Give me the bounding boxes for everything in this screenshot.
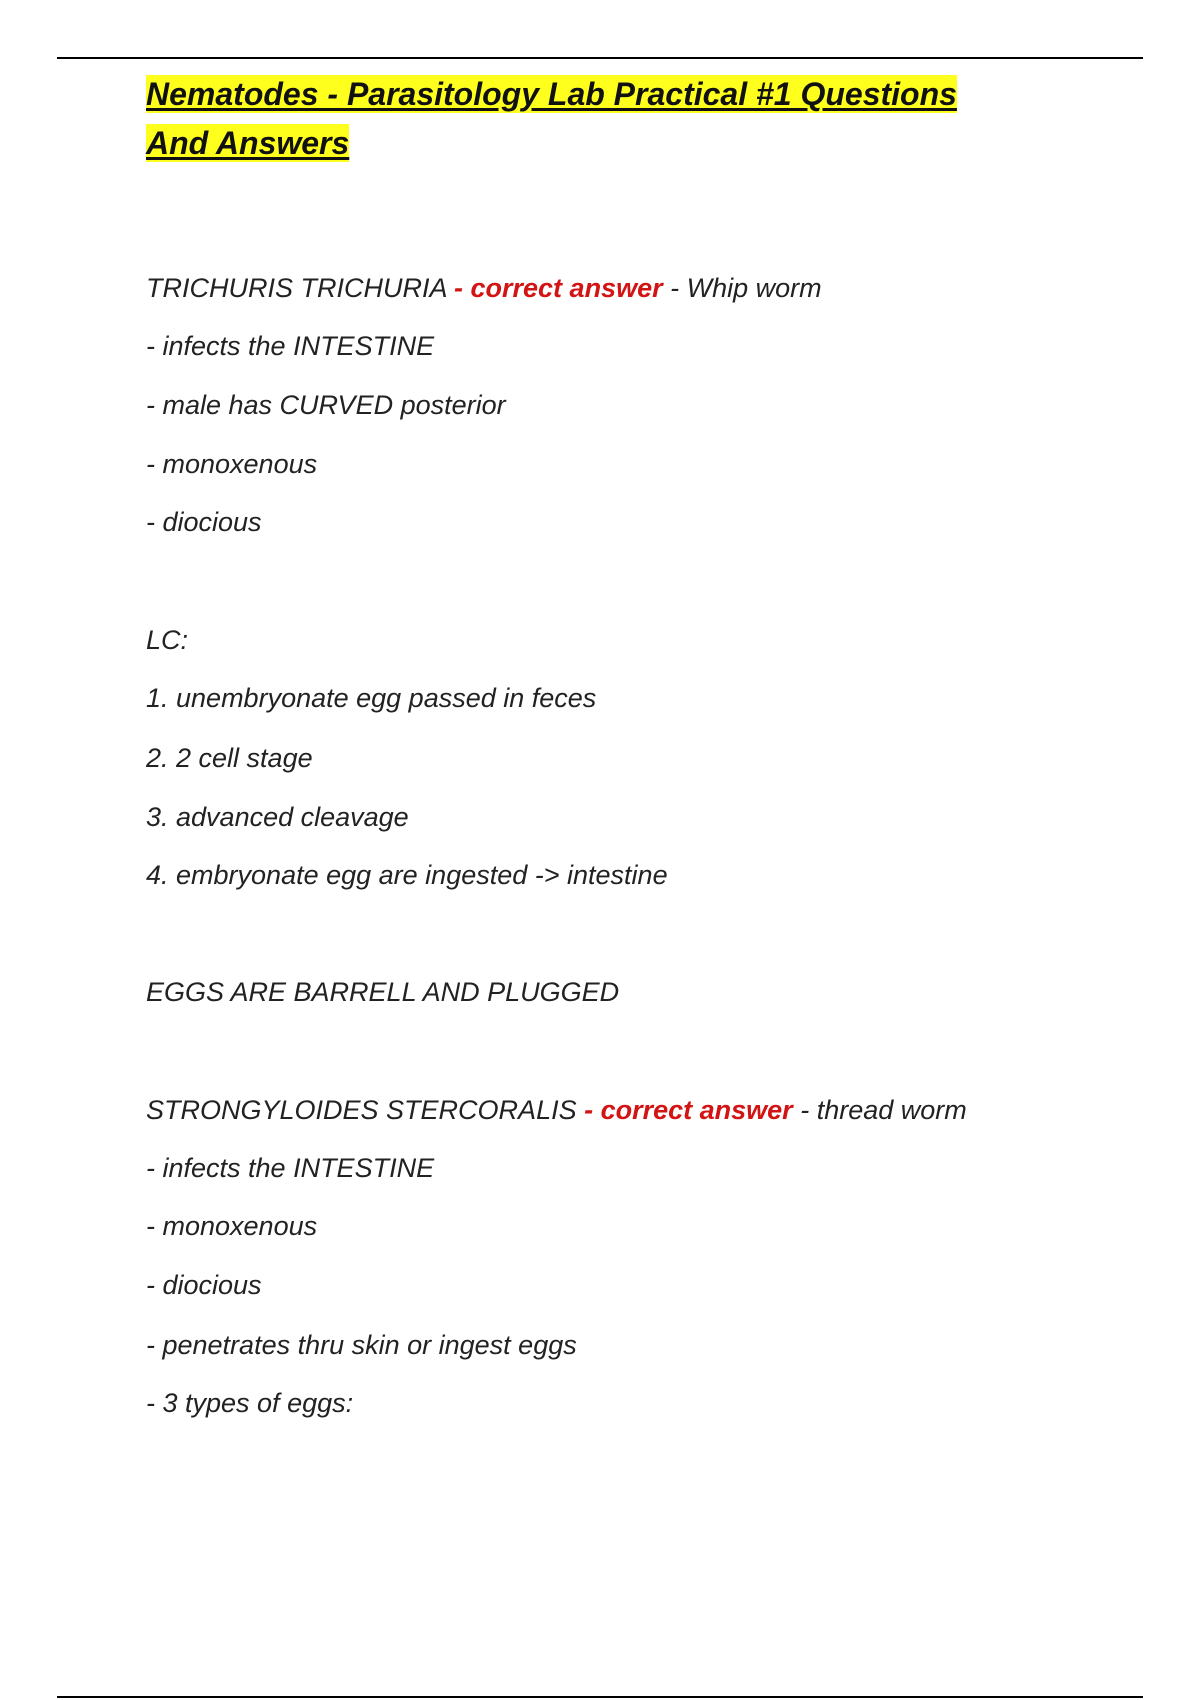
detail-line: - penetrates thru skin or ingest eggs — [146, 1330, 577, 1360]
detail-line: - male has CURVED posterior — [146, 390, 506, 420]
entry-definition: - thread worm — [792, 1095, 967, 1125]
entry-definition: - Whip worm — [662, 273, 822, 303]
top-rule — [57, 57, 1143, 59]
lc-step: 4. embryonate egg are ingested -> intestine — [146, 860, 668, 890]
document-page — [146, 70, 1066, 1418]
detail-line: - diocious — [146, 507, 262, 537]
entry-heading — [146, 1093, 967, 1127]
entry-heading — [146, 271, 822, 305]
detail-line: - monoxenous — [146, 449, 318, 479]
lc-step: 3. advanced cleavage — [146, 802, 409, 832]
egg-note: EGGS ARE BARRELL AND PLUGGED — [146, 977, 620, 1007]
correct-answer-label: correct answer — [470, 273, 663, 303]
lc-step: 1. unembryonate egg passed in feces — [146, 683, 597, 713]
document-title — [146, 70, 1066, 168]
title-line-2: And Answers — [146, 125, 350, 161]
bottom-rule — [57, 1696, 1143, 1698]
lc-label: LC: — [146, 625, 189, 655]
lc-step: 2. 2 cell stage — [146, 743, 313, 773]
title-line-1: Nematodes - Parasitology Lab Practical #1 Questions — [146, 76, 957, 112]
entry-separator: - — [454, 273, 471, 303]
detail-line: - monoxenous — [146, 1211, 318, 1241]
detail-line: - infects the INTESTINE — [146, 1153, 435, 1183]
detail-line: - diocious — [146, 1270, 262, 1300]
entry-term: STRONGYLOIDES STERCORALIS — [146, 1095, 585, 1125]
entry-term: TRICHURIS TRICHURIA — [146, 273, 454, 303]
detail-line: - 3 types of eggs: — [146, 1388, 354, 1418]
detail-line: - infects the INTESTINE — [146, 331, 435, 361]
entry-separator: - — [584, 1095, 601, 1125]
correct-answer-label: correct answer — [600, 1095, 793, 1125]
